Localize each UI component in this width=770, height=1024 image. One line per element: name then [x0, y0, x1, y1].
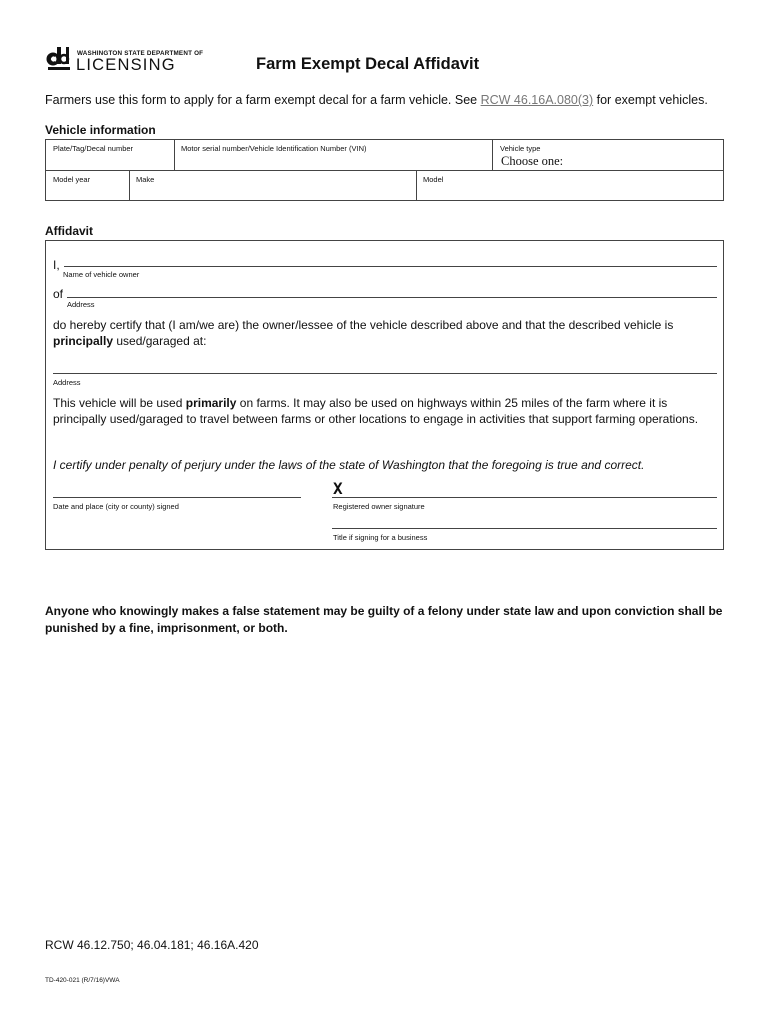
logo-name-text: LICENSING — [76, 56, 176, 74]
use-part2: on farms. It may also be used on highways within 25 miles of the farm where it is — [236, 396, 668, 410]
table-divider — [416, 170, 417, 201]
affidavit-heading: Affidavit — [45, 224, 93, 238]
table-divider — [46, 170, 723, 171]
garage-address-input[interactable] — [53, 373, 717, 374]
owner-signature-label: Registered owner signature — [333, 502, 425, 511]
logo-department-text: WASHINGTON STATE DEPARTMENT OF — [77, 50, 204, 57]
use-text-line2: principally used/garaged to travel between farms or other locations to engage in activities that support farming operations. — [53, 412, 699, 426]
dol-logo-icon — [44, 47, 72, 73]
owner-signature-input[interactable] — [332, 497, 717, 498]
affidavit-box — [45, 240, 724, 550]
dol-logo — [44, 47, 204, 75]
use-bold: primarily — [185, 396, 237, 410]
certify-text-line1: do hereby certify that (I am/we are) the owner/lessee of the vehicle described above and that the described vehicle is — [53, 318, 674, 332]
owner-name-input[interactable] — [64, 266, 717, 267]
intro-before-link: Farmers use this form to apply for a farm exempt decal for a farm vehicle. See — [45, 93, 481, 107]
vehicle-type-select[interactable]: Choose one: — [501, 154, 564, 168]
table-divider — [492, 140, 493, 170]
vehicle-info-heading: Vehicle information — [45, 123, 156, 137]
intro-text — [45, 93, 708, 107]
form-number: TD-420-021 (R/7/16)VWA — [45, 977, 120, 984]
make-field[interactable]: Make — [136, 175, 155, 184]
certify-text-line2 — [53, 334, 206, 348]
signature-x-mark: X — [333, 479, 343, 498]
use-part1: This vehicle will be used — [53, 396, 186, 410]
certify-bold: principally — [53, 334, 114, 348]
penalty-statement: I certify under penalty of perjury under the laws of the state of Washington that the foregoing is true and correct. — [53, 458, 645, 472]
owner-name-label: Name of vehicle owner — [63, 270, 140, 279]
owner-address-label: Address — [67, 300, 95, 309]
vehicle-type-label: Vehicle type — [500, 144, 541, 153]
table-divider — [129, 170, 130, 201]
business-title-input[interactable] — [332, 528, 717, 529]
rcw-references: RCW 46.12.750; 46.04.181; 46.16A.420 — [45, 938, 259, 952]
i-prefix: I, — [53, 258, 60, 272]
model-year-field[interactable]: Model year — [53, 175, 91, 184]
intro-after-link: for exempt vehicles. — [593, 93, 708, 107]
plate-number-field[interactable]: Plate/Tag/Decal number — [53, 144, 134, 153]
owner-address-input[interactable] — [67, 297, 717, 298]
rcw-link[interactable]: RCW 46.16A.080(3) — [480, 93, 594, 107]
model-field[interactable]: Model — [423, 175, 444, 184]
use-text-line1 — [53, 396, 667, 410]
felony-warning: Anyone who knowingly makes a false statement may be guilty of a felony under state law and upon conviction shall be punished by a fine, imprisonment, or both. — [45, 604, 723, 635]
garage-address-label: Address — [53, 378, 81, 387]
business-title-label: Title if signing for a business — [333, 533, 428, 542]
date-place-label: Date and place (city or county) signed — [53, 502, 179, 511]
vin-field[interactable]: Motor serial number/Vehicle Identification Number (VIN) — [181, 144, 367, 153]
date-place-input[interactable] — [53, 497, 301, 498]
of-prefix: of — [53, 287, 64, 301]
vehicle-info-table — [45, 139, 724, 201]
certify-rest: used/garaged at: — [113, 334, 207, 348]
table-divider — [174, 140, 175, 170]
form-title: Farm Exempt Decal Affidavit — [256, 55, 480, 73]
